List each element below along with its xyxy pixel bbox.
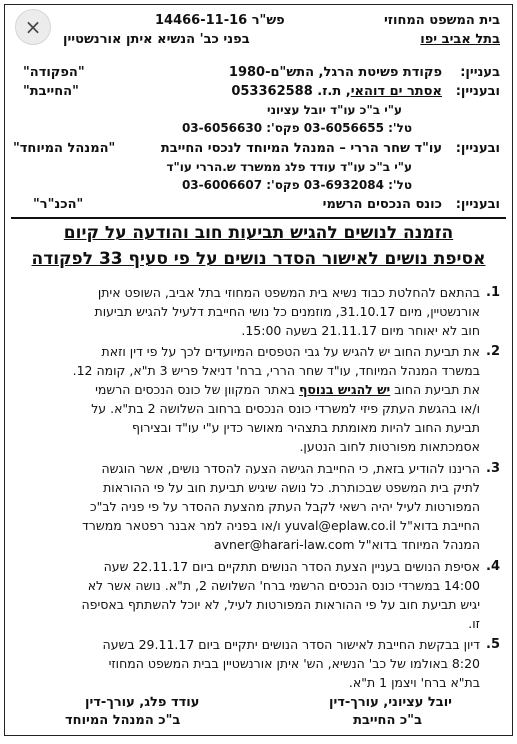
para5-number: 5. xyxy=(486,637,500,652)
party2-phone: טל': 03-6056655 פקס': 03-6056630 xyxy=(181,121,412,135)
para3-line2: לתיק בית המשפט שבכותרת. כל נושה שיגיש תביעת חוב על פי ההוראות xyxy=(103,480,480,495)
para2-line5: תביעת החוב להיות מאומתת בתצהיר מאושר כדין ע"י עו"ד ובצירוף xyxy=(131,420,480,435)
party3-label: ובעניין: xyxy=(455,141,500,156)
para5-line2: 8:20 באולמו של כב' הנשיא, הש' איתן אורנשטיין בבית המשפט המחוזי xyxy=(108,656,480,671)
party2-name: אסתר ים דוהאי xyxy=(350,84,442,99)
para2-line3-start: את תביעת החוב xyxy=(394,382,480,397)
para3-line5-start: המנהל המיוחד בדוא"ל xyxy=(358,537,480,552)
para3-line3: המפורטות לעיל יהיה רשאי לקבל העתק מהצעת ההסדר על פי פניה לב"כ xyxy=(90,499,480,514)
party3-counsel: ע"י ב"כ עו"ד עודד פלג ממשרד ש.הררי עו"ד xyxy=(166,160,412,174)
party3-text: עו"ד שחר הררי – המנהל המיוחד לנכסי החייבת xyxy=(160,141,442,156)
court-name: בית המשפט המחוזי xyxy=(383,13,500,28)
para1-line2: אורנשטיין, מיום 31.10.17, מוזמנים כל נושי החייבת דלעיל להגיש תביעות xyxy=(94,304,480,319)
para3-line4-start: החייבת בדוא"ל xyxy=(399,518,480,533)
para2-line4: ו/או בהגשת העתק פיזי למשרדי כונס הנכסים ברחוב השלושה 2 בת"א. על xyxy=(91,401,480,416)
party3-phone: טל': 03-6932084 פקס': 03-6006607 xyxy=(181,178,412,192)
para4-line1: אסיפת הנושים בעניין הצעת הסדר הנושים תתקיים ביום 22.11.17 שעה xyxy=(103,559,480,574)
signature-right-role: ב"כ החייבת xyxy=(353,713,422,728)
para5-line3: בת"א ברח' ויצמן 1 ת"א. xyxy=(348,675,480,690)
divider xyxy=(11,217,506,219)
party1-role: "הפקודה" xyxy=(23,65,85,80)
party1-label: בעניין: xyxy=(460,65,500,80)
party2-counsel: ע"י ב"כ עו"ד יובל עציוני xyxy=(267,103,402,117)
email-link-avner[interactable]: avner@harari-law.com xyxy=(213,537,355,552)
para4-line3: יגיש תביעת חוב על פי ההוראות המפורטות לעיל, לא יוכל להשתתף באסיפה xyxy=(81,597,480,612)
party1-text: פקודת פשיטת הרגל, התש"ם-1980 xyxy=(228,65,442,80)
email-link-yuval[interactable]: yuval@eplaw.co.il xyxy=(284,518,396,533)
party4-role: "הכנ"ר" xyxy=(33,197,84,212)
notice-title-line1: הזמנה לנושים להגיש תביעות חוב והודעה על קיום xyxy=(63,223,454,243)
para4-number: 4. xyxy=(486,559,500,574)
court-notice-page xyxy=(4,4,513,736)
para2-line1: את תביעת החוב יש להגיש על גבי הטפסים המיועדים לכך על פי דין וזאת xyxy=(101,344,480,359)
party2-id: , ת.ז. 053362588 xyxy=(231,84,351,99)
party4-label: ובעניין: xyxy=(455,197,500,212)
signature-right-name: יובל עציוני, עורך-דין xyxy=(328,695,452,710)
para2-line3 xyxy=(95,382,480,397)
case-number: פש"ר 14466-11-16 xyxy=(155,13,285,28)
para5-line1: דיון בבקשת החייבת לאישור הסדר הנושים יתקיים ביום 29.11.17 בשעה xyxy=(102,637,480,652)
para4-line2: 14:00 במשרדי כונס הנכסים הרשמי ברח' השלושה 2, ת"א. נושה אשר לא xyxy=(87,578,480,593)
para3-line5 xyxy=(214,537,480,552)
notice-title-line2: אסיפת נושים לאישור הסדר נושים על פי סעיף 33 לפקודה xyxy=(31,249,486,269)
party2-line xyxy=(231,84,442,99)
signature-left-role: ב"כ המנהל המיוחד xyxy=(65,713,181,728)
court-city: בתל אביב יפו xyxy=(420,32,500,47)
para1-line3: חוב לא יאוחר מיום 21.11.17 בשעה 15:00. xyxy=(241,323,480,338)
para3-line4 xyxy=(82,518,480,533)
para2-line3-end: באתר המקוון של כונס הנכסים הרשמי xyxy=(95,382,295,397)
judge-line: בפני כב' הנשיא איתן אורנשטיין xyxy=(63,32,250,47)
para3-line1: הריננו להודיע בזאת, כי החייבת הגישה הצעה להסדר נושים, אשר הוגשה xyxy=(101,461,480,476)
close-icon: × xyxy=(24,15,42,39)
para4-line4: זו. xyxy=(468,616,480,631)
para3-number: 3. xyxy=(486,461,500,476)
party2-label: ובעניין: xyxy=(455,84,500,99)
party4-text: כונס הנכסים הרשמי xyxy=(322,197,442,212)
para3-line4-end: ו/או בפניה למר אבנר רפטאר ממשרד xyxy=(81,518,281,533)
para2-emphasis: יש להגיש בנוסף xyxy=(298,382,391,397)
party2-role: "החייבת" xyxy=(23,84,79,99)
signature-left-name: עודד פלג, עורך-דין xyxy=(85,695,200,710)
close-button[interactable] xyxy=(15,9,51,45)
para2-line6: אסמכתאות מפורטות לחוב הנטען. xyxy=(299,439,480,454)
party3-role: "המנהל המיוחד" xyxy=(13,141,116,156)
para1-line1: בהתאם להחלטת כבוד נשיא בית המשפט המחוזי בתל אביב, השופט איתן xyxy=(97,285,480,300)
para1-number: 1. xyxy=(486,285,500,300)
para2-number: 2. xyxy=(486,344,500,359)
para2-line2: במשרד המנהל המיוחד, עו"ד שחר הררי, ברח' דניאל פריש 3 ת"א, קומה 12. xyxy=(72,363,480,378)
